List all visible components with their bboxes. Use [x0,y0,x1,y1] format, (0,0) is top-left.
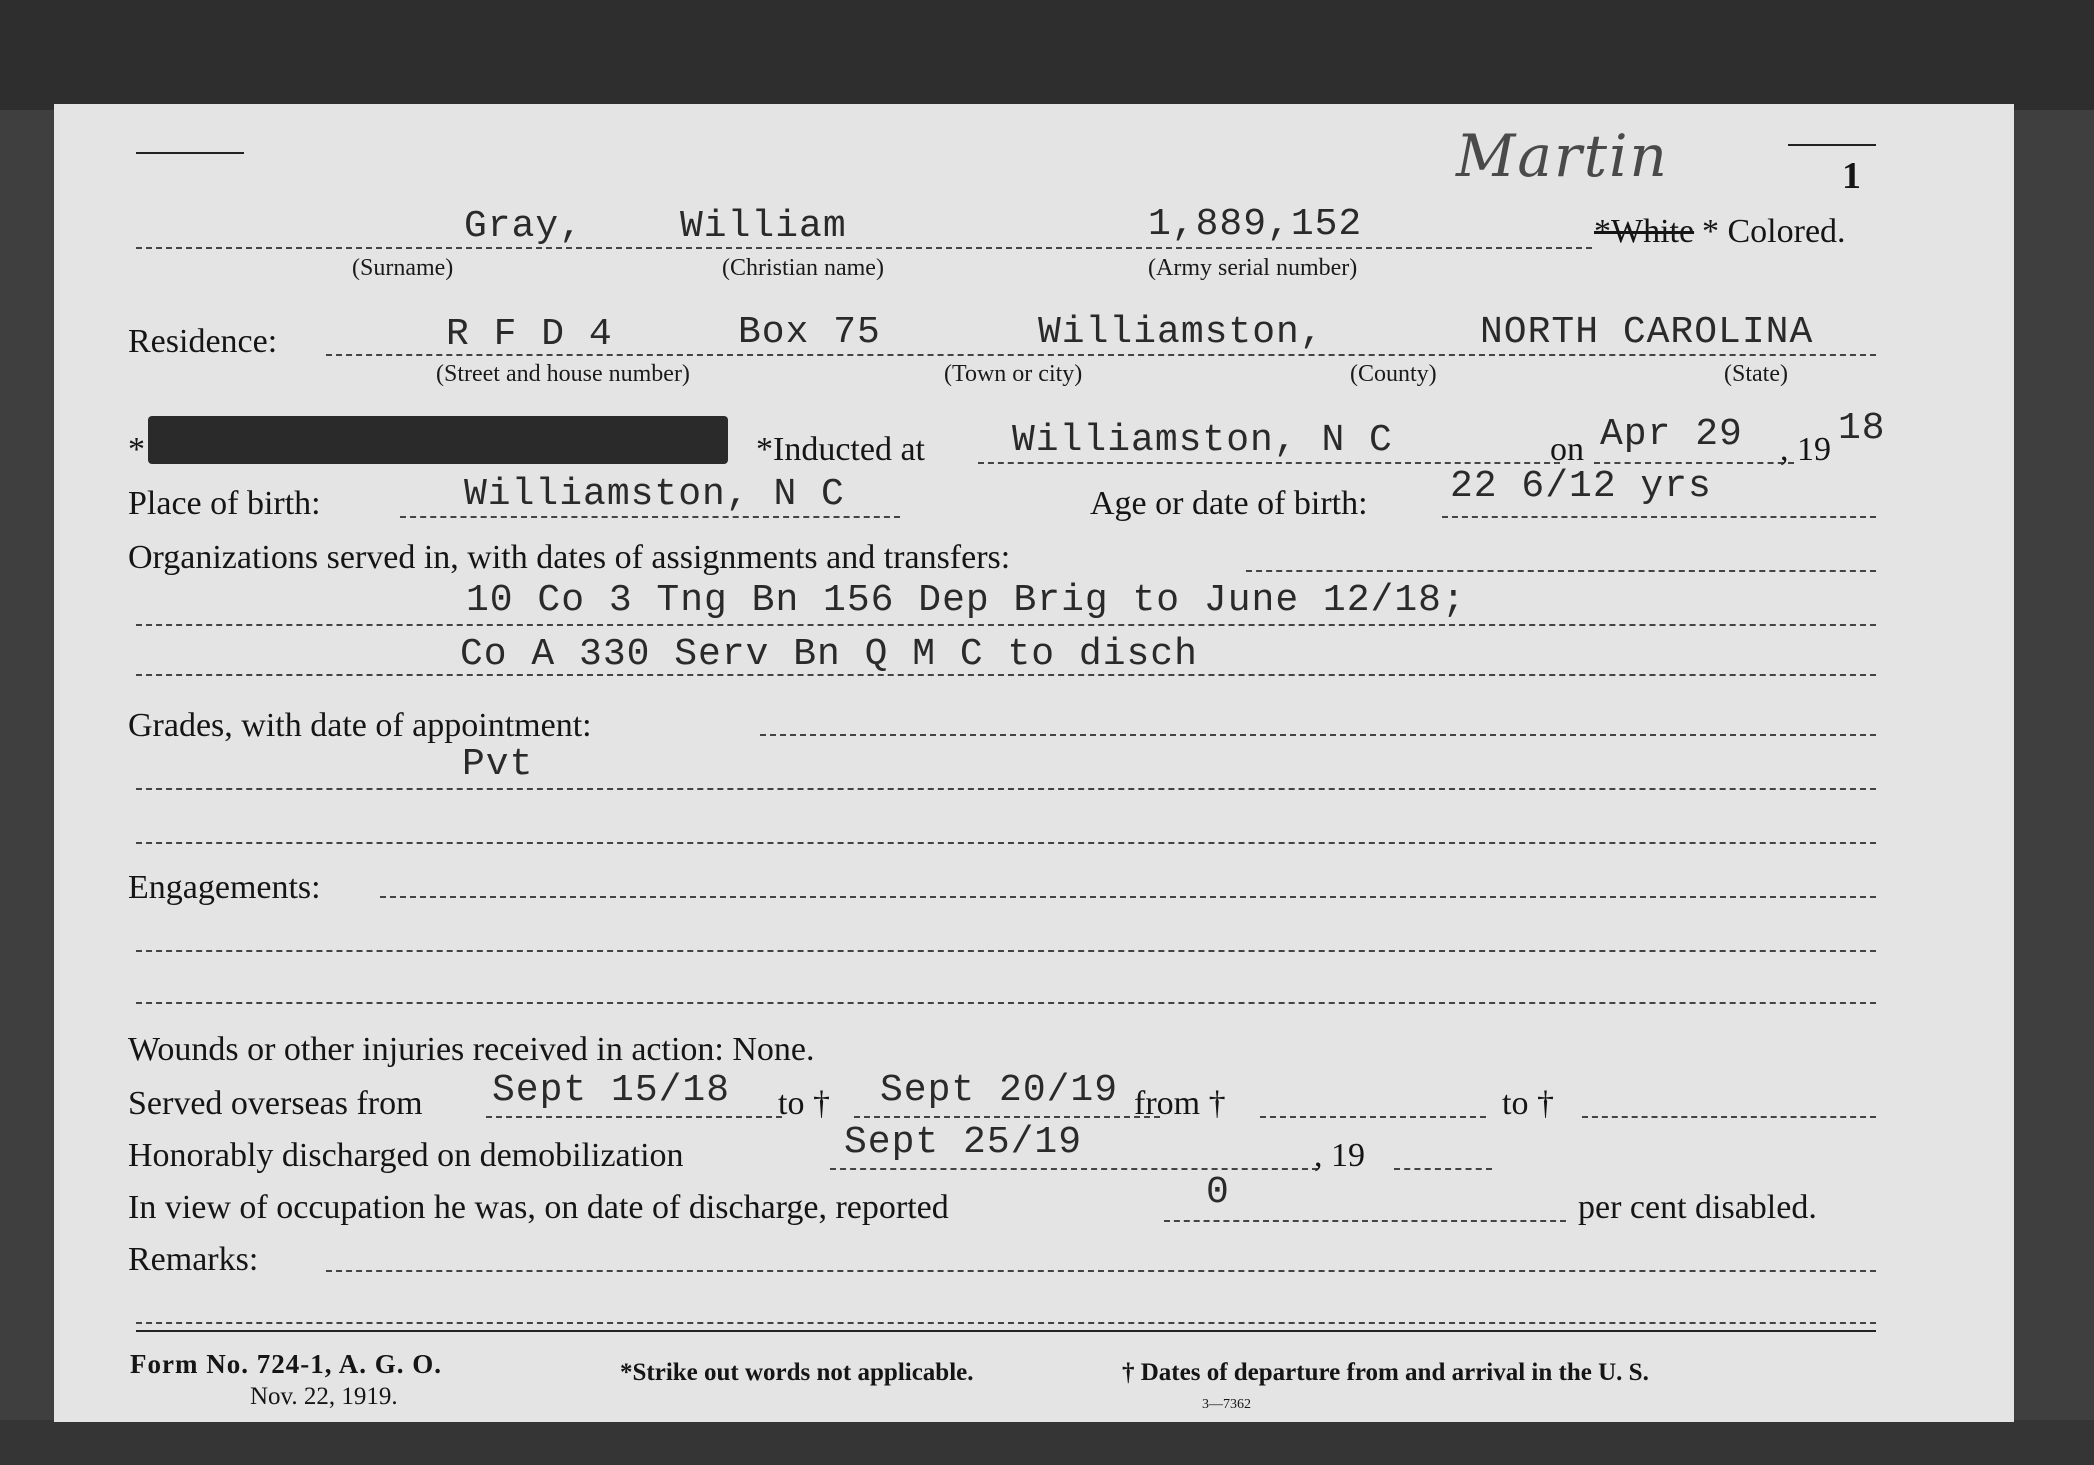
remarks-line-1 [136,1322,1876,1324]
grade-value: Pvt [462,743,534,786]
overseas-to2-label: to † [1502,1085,1554,1122]
residence-town: Williamston, [1038,311,1324,354]
organizations-entry-2: Co A 330 Serv Bn Q M C to disch [460,633,1198,676]
place-of-birth-line [400,516,900,518]
street-caption: (Street and house number) [436,361,690,387]
overseas-to-date: Sept 20/19 [880,1069,1119,1112]
overseas-from-label: Served overseas from [128,1085,423,1122]
discharge-year-label: , 19 [1314,1137,1365,1174]
grades-label: Grades, with date of appointment: [128,707,592,744]
overseas-from2-line [1260,1116,1486,1118]
print-code: 3—7362 [1202,1397,1251,1412]
induction-asterisk: * [128,431,145,468]
overseas-to-label: to † [778,1085,830,1122]
top-left-rule [136,152,244,154]
scanner-background-bottom [0,1420,2094,1465]
inducted-date: Apr 29 [1600,413,1743,456]
race-colored: * Colored. [1702,213,1846,250]
engagements-line-2 [136,1002,1876,1004]
grades-line-0 [760,734,1876,736]
strike-out-note: *Strike out words not applicable. [620,1359,974,1386]
organizations-line-1 [136,624,1876,626]
remarks-line-0 [326,1270,1876,1272]
residence-street: R F D 4 [446,313,613,356]
serial-number-caption: (Army serial number) [1148,255,1358,281]
overseas-from-line [486,1116,782,1118]
redacted-enlisted-field [148,416,728,464]
footer-divider [136,1330,1876,1332]
inducted-at-label: *Inducted at [756,431,925,468]
age-value: 22 6/12 yrs [1450,465,1712,508]
top-right-rule [1788,144,1876,146]
state-caption: (State) [1724,361,1788,387]
age-line [1442,516,1876,518]
engagements-label: Engagements: [128,869,321,906]
overseas-from-date: Sept 15/18 [492,1069,731,1112]
disability-label: In view of occupation he was, on date of discharge, reported [128,1189,949,1226]
residence-state: NORTH CAROLINA [1480,311,1814,354]
surname-value: Gray, [464,205,584,248]
race-white: *White [1594,213,1695,250]
place-of-birth-value: Williamston, N C [464,473,845,516]
residence-label: Residence: [128,323,278,360]
county-handwritten-note: Martin [1456,122,1669,190]
name-line [136,247,1592,249]
remarks-label: Remarks: [128,1241,259,1278]
town-caption: (Town or city) [944,361,1083,387]
overseas-to2-line [1582,1116,1876,1118]
age-label: Age or date of birth: [1090,485,1368,522]
scanner-background-top [0,0,2094,110]
wounds-text: Wounds or other injuries received in action: None. [128,1031,815,1068]
form-number: Form No. 724-1, A. G. O. [130,1349,442,1379]
inducted-date-line [1594,462,1794,464]
discharge-line [830,1168,1318,1170]
form-date: Nov. 22, 1919. [250,1383,398,1410]
disability-value: 0 [1206,1171,1230,1214]
inducted-on-label: on [1550,431,1584,468]
organizations-entry-1: 10 Co 3 Tng Bn 156 Dep Brig to June 12/18; [466,579,1466,622]
inducted-year-prefix: , 19 [1780,431,1831,468]
organizations-label: Organizations served in, with dates of assignments and transfers: [128,539,1011,576]
inducted-line [978,462,1560,464]
grades-line-1 [136,788,1876,790]
county-caption: (County) [1350,361,1437,387]
engagements-line-1 [136,950,1876,952]
christian-name-caption: (Christian name) [722,255,884,281]
service-record-card [54,104,2014,1422]
card-number: 1 [1842,155,1861,197]
disability-suffix: per cent disabled. [1578,1189,1817,1226]
dates-note: † Dates of departure from and arrival in the U. S. [1122,1359,1649,1386]
residence-box: Box 75 [738,311,881,354]
engagements-line-0 [380,896,1876,898]
race-white-struck [1594,212,1694,252]
disability-line [1164,1220,1566,1222]
place-of-birth-label: Place of birth: [128,485,321,522]
discharge-year-line [1394,1168,1492,1170]
grades-line-2 [136,842,1876,844]
overseas-from2-label: from † [1134,1085,1226,1122]
discharge-date: Sept 25/19 [844,1121,1083,1164]
surname-caption: (Surname) [352,255,454,281]
serial-number-value: 1,889,152 [1148,203,1363,246]
christian-name-value: William [680,205,847,248]
organizations-line-0 [1246,570,1876,572]
inducted-place: Williamston, N C [1012,419,1393,462]
inducted-year: 18 [1838,407,1886,450]
discharge-label: Honorably discharged on demobilization [128,1137,684,1174]
overseas-to-line [854,1116,1160,1118]
